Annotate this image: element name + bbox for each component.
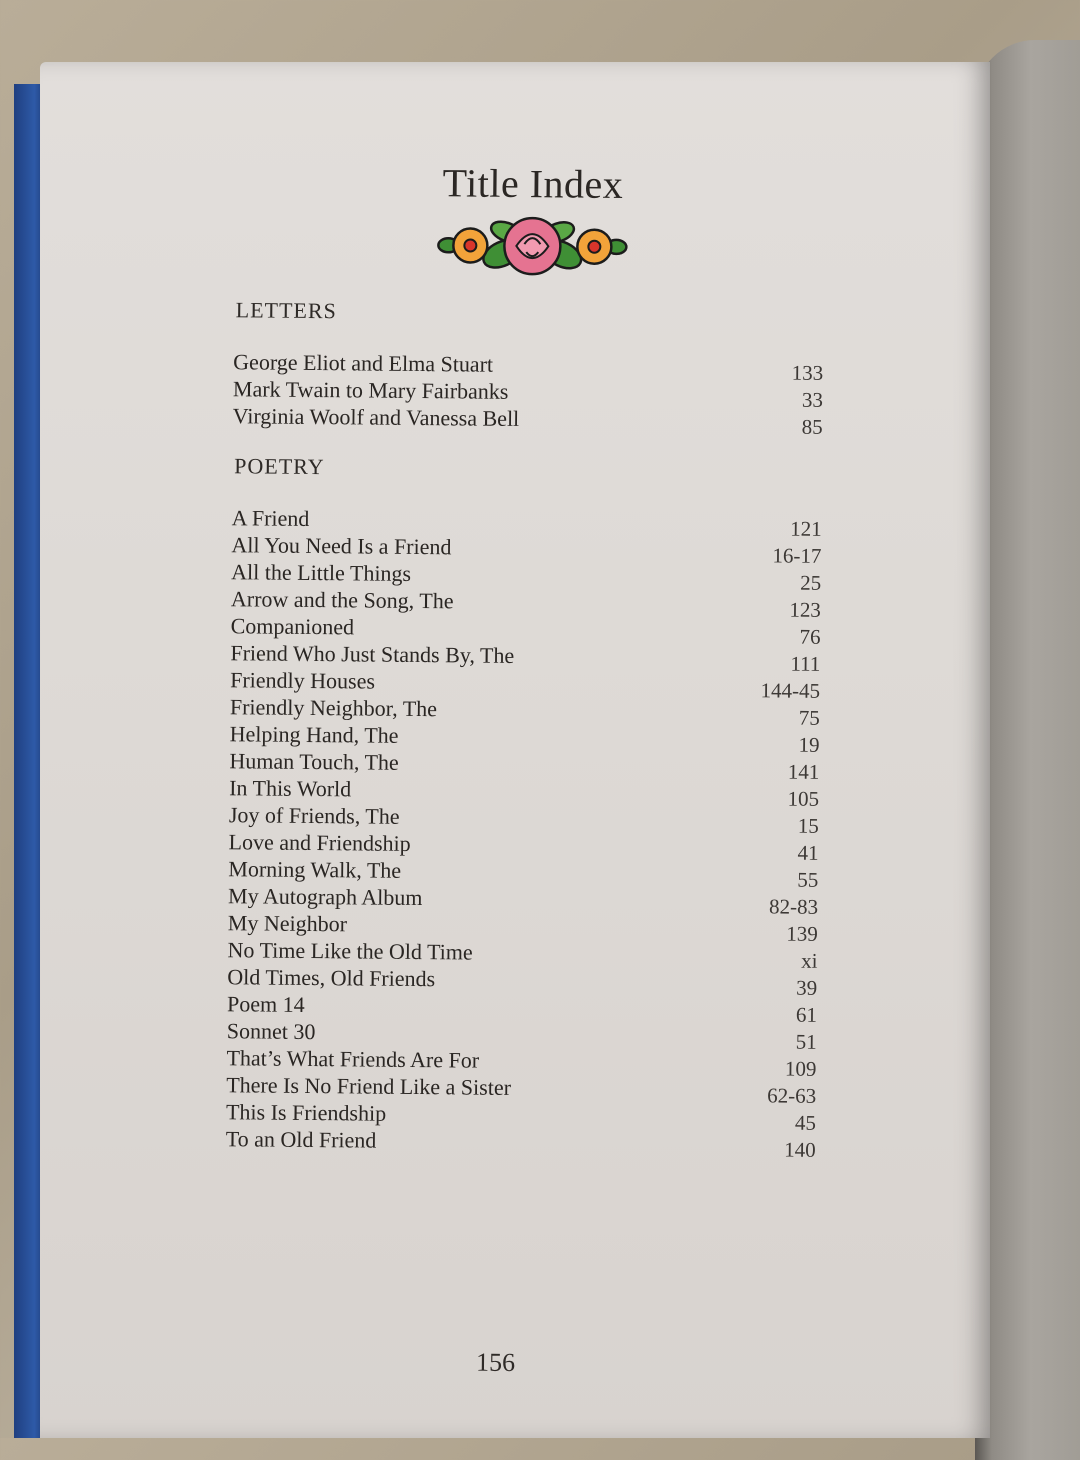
entry-page: 25 — [800, 570, 822, 595]
entry-title: My Neighbor — [227, 910, 348, 937]
entry-page: 140 — [784, 1137, 816, 1162]
entry-page: 45 — [794, 1110, 817, 1135]
entry-title: Friend Who Just Stands By, The — [230, 640, 515, 668]
entry-page: 62-63 — [767, 1083, 817, 1108]
entry-title: Friendly Neighbor, The — [229, 694, 438, 722]
entry-page: 82-83 — [768, 894, 819, 919]
entry-page: 16-17 — [772, 543, 822, 568]
entry-title: This Is Friendship — [225, 1099, 387, 1126]
entry-title: Old Times, Old Friends — [227, 964, 436, 992]
entry-title: Mark Twain to Mary Fairbanks — [232, 376, 509, 404]
entry-title: No Time Like the Old Time — [227, 937, 473, 965]
page-title: Title Index — [442, 160, 624, 207]
entry-title: Morning Walk, The — [228, 856, 402, 883]
entry-page: 76 — [799, 624, 821, 649]
section-heading-letters: LETTERS — [235, 297, 337, 324]
floral-ornament-icon — [436, 213, 629, 279]
entry-page: 19 — [798, 732, 820, 757]
entry-title: George Eliot and Elma Stuart — [233, 349, 494, 377]
entry-page: 139 — [786, 921, 818, 946]
entry-title: Helping Hand, The — [229, 721, 399, 748]
entry-page: 121 — [790, 516, 822, 541]
entry-title: My Autograph Album — [227, 883, 423, 911]
entry-page: 141 — [787, 759, 820, 784]
entry-title: Human Touch, The — [229, 748, 399, 775]
entry-title: That’s What Friends Are For — [226, 1045, 480, 1073]
entry-title: Virginia Woolf and Vanessa Bell — [232, 403, 520, 431]
entry-title: Sonnet 30 — [226, 1018, 316, 1045]
entry-title: There Is No Friend Like a Sister — [226, 1072, 512, 1100]
entry-page: 109 — [784, 1056, 817, 1081]
entry-page: 33 — [801, 387, 824, 412]
entry-page: 41 — [797, 840, 819, 865]
entry-page: xi — [801, 948, 818, 973]
poetry-list — [225, 505, 832, 1162]
entry-page: 133 — [791, 360, 824, 385]
entry-page: 61 — [795, 1002, 818, 1027]
entry-title: All the Little Things — [231, 559, 412, 586]
entry-page: 55 — [797, 867, 819, 892]
entry-title: Companioned — [230, 613, 355, 640]
page-number: 156 — [476, 1347, 516, 1377]
letters-list — [232, 349, 834, 439]
entry-title: All You Need Is a Friend — [231, 532, 452, 560]
entry-page: 51 — [795, 1029, 817, 1054]
entry-page: 111 — [790, 651, 821, 676]
entry-page: 105 — [787, 786, 820, 811]
entry-page: 15 — [797, 813, 819, 838]
entry-page: 75 — [798, 705, 820, 730]
entry-title: A Friend — [231, 505, 310, 531]
entry-title: Friendly Houses — [230, 667, 376, 694]
entry-page: 144-45 — [760, 678, 821, 703]
entry-title: Arrow and the Song, The — [230, 586, 454, 614]
entry-page: 85 — [801, 414, 823, 439]
entry-title: To an Old Friend — [225, 1126, 377, 1153]
section-heading-poetry: POETRY — [234, 453, 325, 480]
list-item — [225, 1126, 826, 1162]
entry-title: Joy of Friends, The — [228, 802, 400, 829]
entry-title: Love and Friendship — [228, 829, 411, 856]
entry-title: Poem 14 — [226, 991, 305, 1017]
entry-title: In This World — [229, 775, 352, 802]
list-item — [232, 403, 833, 439]
entry-page: 39 — [796, 975, 818, 1000]
entry-page: 123 — [789, 597, 821, 622]
